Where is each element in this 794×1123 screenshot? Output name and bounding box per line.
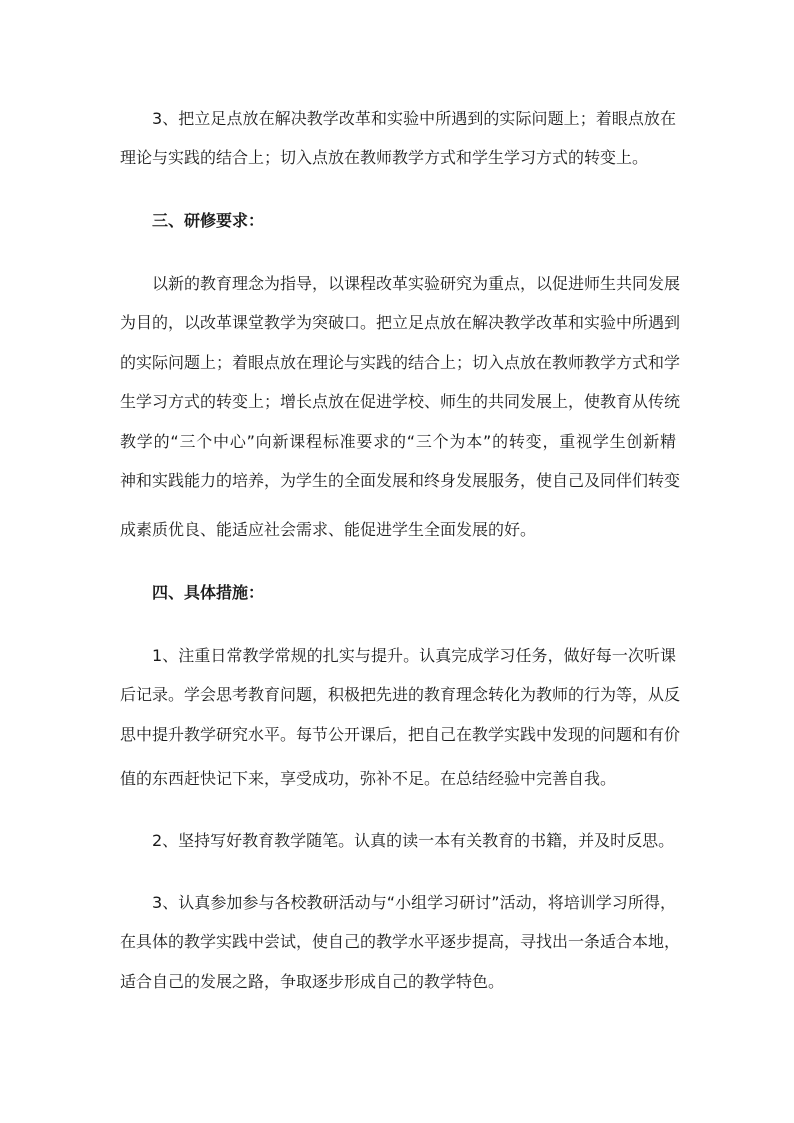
text-line: 神和实践能力的培养，为学生的全面发展和终身发展服务，使自己及同伴们转变 (120, 471, 681, 490)
text-line: 3、把立足点放在解决教学改革和实验中所遇到的实际问题上；着眼点放在 (152, 109, 676, 128)
text-line: 教学的“三个中心”向新课程标准要求的“三个为本”的转变，重视学生创新精 (120, 432, 676, 451)
text-line: 的实际问题上；着眼点放在理论与实践的结合上；切入点放在教师教学方式和学 (120, 353, 681, 372)
text-line: 思中提升教学研究水平。每节公开课后，把自己在教学实践中发现的问题和有价 (120, 725, 681, 744)
text-line: 成素质优良、能适应社会需求、能促进学生全面发展的好。 (120, 520, 537, 539)
text-line: 3、认真参加参与各校教研活动与“小组学习研讨”活动，将培训学习所得， (152, 893, 676, 912)
text-line: 2、坚持写好教育教学随笔。认真的读一本有关教育的书籍，并及时反思。 (152, 831, 675, 850)
section-heading-specific-measures: 四、具体措施： (152, 583, 265, 602)
text-line: 值的东西赶快记下来，享受成功，弥补不足。在总结经验中完善自我。 (120, 769, 617, 788)
text-line: 生学习方式的转变上；增长点放在促进学校、师生的共同发展上，使教育从传统 (120, 392, 681, 411)
text-line: 理论与实践的结合上；切入点放在教师教学方式和学生学习方式的转变上。 (120, 148, 649, 167)
text-line: 在具体的教学实践中尝试，使自己的教学水平逐步提高，寻找出一条适合本地， (120, 932, 681, 951)
text-line: 为目的，以改革课堂教学为突破口。把立足点放在解决教学改革和实验中所遇到 (120, 313, 681, 332)
text-line: 1、注重日常教学常规的扎实与提升。认真完成学习任务，做好每一次听课 (152, 646, 676, 665)
text-line: 适合自己的发展之路，争取逐步形成自己的教学特色。 (120, 972, 505, 991)
text-line: 以新的教育理念为指导，以课程改革实验研究为重点，以促进师生共同发展 (152, 274, 681, 293)
text-line: 后记录。学会思考教育问题，积极把先进的教育理念转化为教师的行为等，从反 (120, 685, 681, 704)
section-heading-research-requirements: 三、研修要求： (152, 211, 265, 230)
